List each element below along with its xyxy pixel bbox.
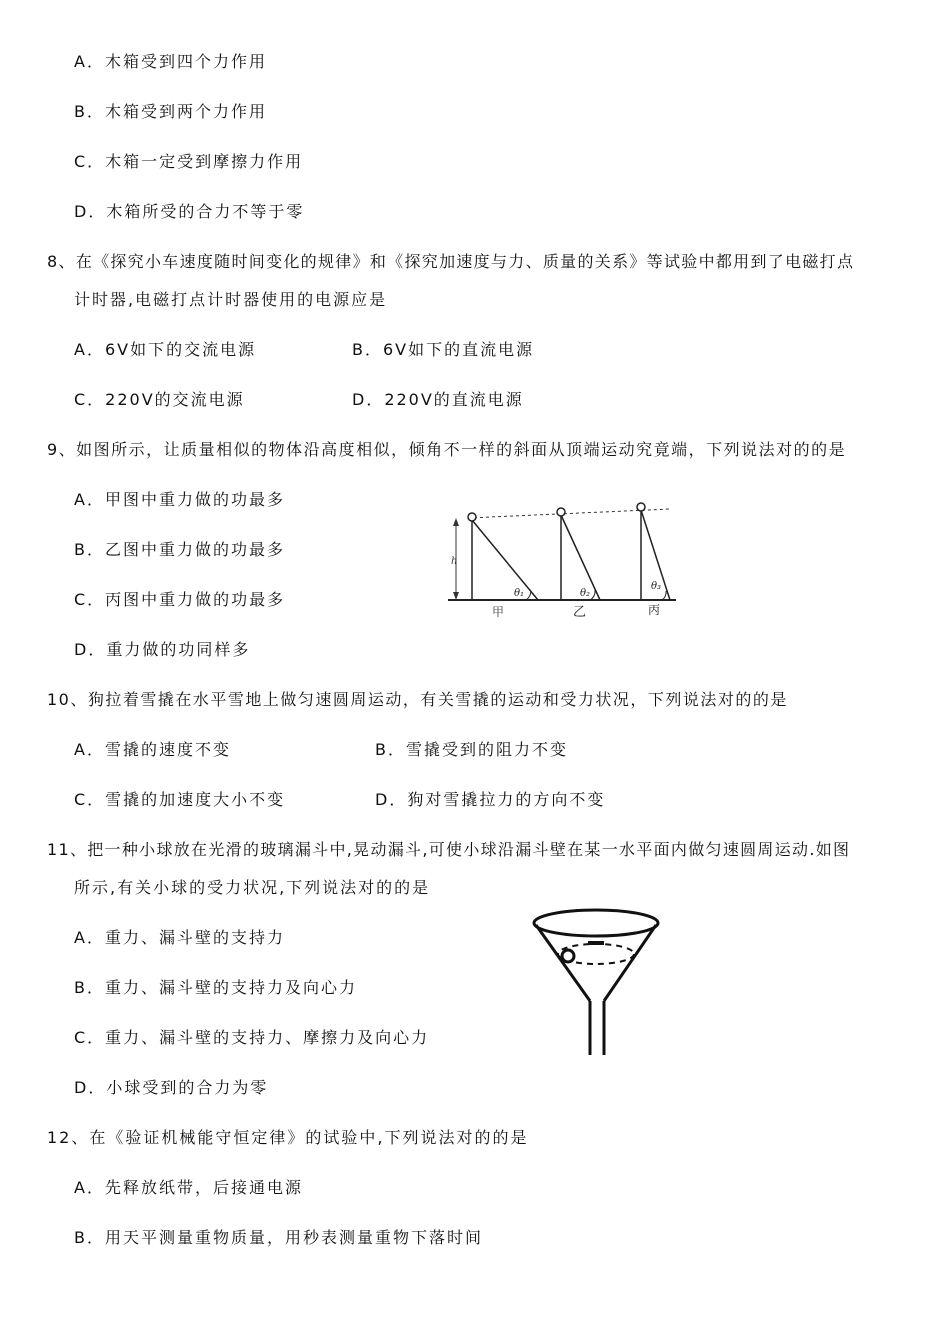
q11-option-a: A．重力、漏斗壁的支持力 bbox=[74, 928, 285, 947]
q10-option-a: A．雪撬的速度不变 bbox=[74, 740, 231, 759]
ball-1 bbox=[468, 513, 476, 521]
inclines-figure bbox=[440, 500, 680, 620]
height-label: h bbox=[451, 556, 458, 567]
ball bbox=[562, 950, 574, 962]
q7-option-a: A．木箱受到四个力作用 bbox=[74, 52, 267, 71]
q10-option-d: D．狗对雪撬拉力的方向不变 bbox=[375, 790, 606, 809]
angle-label-1: θ₁ bbox=[514, 588, 525, 599]
angle-label-2: θ₂ bbox=[580, 588, 591, 599]
caption-bing: 丙 bbox=[648, 603, 661, 617]
q11-option-d: D．小球受到的合力为零 bbox=[74, 1078, 269, 1097]
q9-option-a: A．甲图中重力做的功最多 bbox=[74, 490, 285, 509]
q12-option-b: B．用天平测量重物质量，用秒表测量重物下落时间 bbox=[74, 1228, 483, 1247]
q11-option-c: C．重力、漏斗壁的支持力、摩擦力及向心力 bbox=[74, 1028, 430, 1047]
angle-arc-3 bbox=[662, 591, 666, 600]
q8-option-c: C．220V的交流电源 bbox=[74, 390, 245, 409]
q11-stem-line1: 11、把一种小球放在光滑的玻璃漏斗中,晃动漏斗,可使小球沿漏斗壁在某一水平面内做匀速圆周运动.如图 bbox=[47, 840, 851, 859]
funnel-rim bbox=[534, 910, 658, 936]
incline-1-slope bbox=[472, 520, 538, 600]
q8-option-d: D．220V的直流电源 bbox=[352, 390, 524, 409]
caption-jia: 甲 bbox=[492, 605, 505, 619]
q7-option-b: B．木箱受到两个力作用 bbox=[74, 102, 267, 121]
height-arrow-bottom bbox=[453, 592, 459, 600]
q10-option-c: C．雪撬的加速度大小不变 bbox=[74, 790, 286, 809]
q9-option-c: C．丙图中重力做的功最多 bbox=[74, 590, 286, 609]
q12-stem: 12、在《验证机械能守恒定律》的试验中,下列说法对的的是 bbox=[47, 1128, 529, 1147]
angle-arc-1 bbox=[526, 591, 531, 600]
q7-option-c: C．木箱一定受到摩擦力作用 bbox=[74, 152, 304, 171]
q9-option-b: B．乙图中重力做的功最多 bbox=[74, 540, 285, 559]
q11-option-b: B．重力、漏斗壁的支持力及向心力 bbox=[74, 978, 357, 997]
q8-stem-line1: 8、在《探究小车速度随时间变化的规律》和《探究加速度与力、质量的关系》等试验中都用到了电磁打点 bbox=[47, 252, 855, 271]
angle-arc-2 bbox=[590, 590, 595, 600]
ball-2 bbox=[557, 508, 565, 516]
angle-label-3: θ₃ bbox=[651, 581, 662, 592]
q10-option-b: B．雪撬受到的阻力不变 bbox=[375, 740, 568, 759]
q7-option-d: D．木箱所受的合力不等于零 bbox=[74, 202, 305, 221]
q11-stem-line2: 所示,有关小球的受力状况,下列说法对的的是 bbox=[74, 878, 431, 897]
q10-stem: 10、狗拉着雪撬在水平雪地上做匀速圆周运动，有关雪撬的运动和受力状况，下列说法对的的是 bbox=[47, 690, 788, 709]
q9-option-d: D．重力做的功同样多 bbox=[74, 640, 251, 659]
q8-option-a: A．6V如下的交流电源 bbox=[74, 340, 257, 359]
funnel-figure bbox=[528, 905, 668, 1060]
ball-3 bbox=[637, 503, 645, 511]
q12-option-a: A．先释放纸带，后接通电源 bbox=[74, 1178, 303, 1197]
q9-stem: 9、如图所示，让质量相似的物体沿高度相似，倾角不一样的斜面从顶端运动究竟端，下列说法对的的是 bbox=[47, 440, 847, 459]
height-arrow-top bbox=[453, 518, 459, 526]
q8-option-b: B．6V如下的直流电源 bbox=[352, 340, 535, 359]
caption-yi: 乙 bbox=[573, 605, 587, 620]
q8-stem-line2: 计时器,电磁打点计时器使用的电源应是 bbox=[74, 290, 388, 309]
